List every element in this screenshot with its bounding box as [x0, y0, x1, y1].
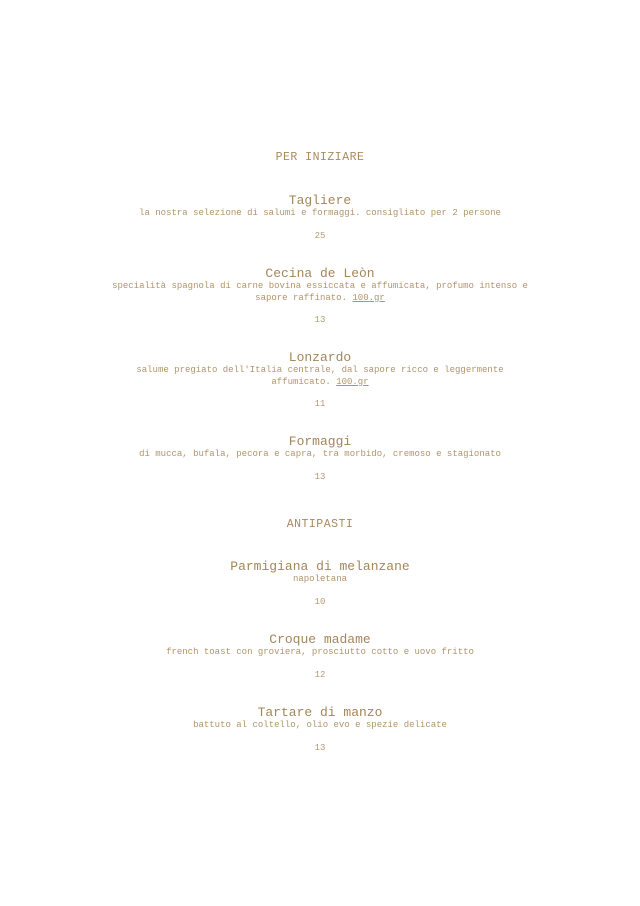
unit-label: 100.gr — [336, 376, 369, 387]
menu-item-tartare — [0, 705, 640, 754]
item-price: 25 — [314, 230, 326, 241]
menu-item-cecina — [0, 266, 640, 326]
menu-item-parmigiana — [0, 559, 640, 608]
menu-item-tagliere — [0, 193, 640, 242]
description-text: la nostra selezione di salumi e formaggi. consigliato per 2 persone — [139, 208, 501, 218]
section-title-per-iniziare: PER INIZIARE — [275, 151, 365, 164]
menu-item-formaggi — [0, 434, 640, 483]
item-name: Cecina de Leòn — [265, 266, 375, 281]
description-text: french toast con groviera, prosciutto cotto e uovo fritto — [166, 647, 474, 657]
item-price: 13 — [314, 742, 326, 753]
section-title-antipasti: ANTIPASTI — [286, 518, 354, 531]
item-description — [110, 449, 530, 461]
item-description — [110, 574, 530, 586]
item-name: Lonzardo — [288, 350, 352, 365]
item-description — [110, 720, 530, 732]
item-name: Tartare di manzo — [257, 705, 383, 720]
description-text: salume pregiato dell'Italia centrale, dal sapore ricco e leggermente affumicato. — [136, 365, 504, 387]
item-description — [110, 281, 530, 304]
item-name: Tagliere — [288, 193, 352, 208]
item-price: 12 — [314, 669, 326, 680]
item-description — [110, 208, 530, 220]
description-text: di mucca, bufala, pecora e capra, tra morbido, cremoso e stagionato — [139, 449, 501, 459]
item-price: 11 — [314, 399, 326, 409]
item-name: Formaggi — [288, 434, 352, 449]
description-text: napoletana — [292, 574, 347, 584]
item-price: 10 — [314, 596, 326, 607]
item-price: 13 — [314, 471, 326, 482]
unit-label: 100.gr — [352, 292, 385, 303]
item-price: 13 — [314, 315, 326, 325]
description-text: battuto al coltello, olio evo e spezie delicate — [193, 720, 447, 730]
item-name: Parmigiana di melanzane — [230, 559, 410, 574]
item-description — [110, 647, 530, 659]
description-text: specialità spagnola di carne bovina essiccata e affumicata, profumo intenso e sapore raffinato. — [112, 281, 528, 303]
item-name: Croque madame — [269, 632, 371, 647]
menu-item-lonzardo — [0, 350, 640, 410]
menu-item-croque-madame — [0, 632, 640, 681]
item-description — [110, 365, 530, 388]
